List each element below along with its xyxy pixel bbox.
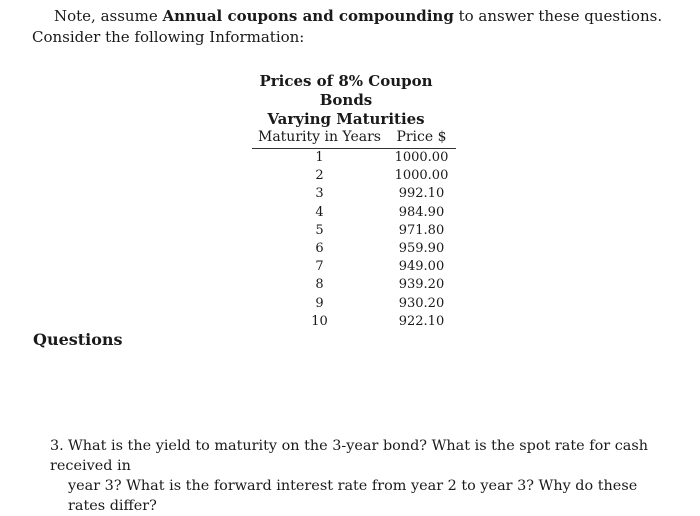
table-row [252,276,456,294]
maturity-cell: 1 [315,150,324,165]
maturity-cell: 7 [315,259,324,275]
price-cell: 1000.00 [394,168,449,184]
table-row [252,185,456,203]
questions-heading: Questions [33,330,123,349]
intro-text-start: Note, assume [54,7,163,25]
bond-prices-table [252,129,456,331]
price-cell: 930.20 [398,295,445,311]
question-3 [50,436,672,516]
table-row [252,295,456,313]
intro-bold-text: Annual coupons and compounding [162,7,454,25]
price-cell: 922.10 [398,313,445,329]
question-number: 3. [50,438,64,454]
table-row [252,149,456,168]
price-cell: 959.90 [398,241,445,257]
question-text-line2: year 3? What is the forward interest rate from year 2 to year 3? Why do these rates differ? [68,478,638,514]
maturity-cell: 4 [315,204,324,220]
table-row [252,167,456,185]
intro-paragraph [32,6,672,48]
maturity-cell: 9 [315,295,324,311]
price-cell: 984.90 [398,204,445,220]
price-cell: 971.80 [398,222,445,238]
table-caption-line1: Prices of 8% Coupon Bonds [259,72,433,109]
bond-prices-table-block [236,72,456,331]
maturity-cell: 8 [315,277,324,293]
table-header-row [252,129,456,149]
table-row [252,313,456,331]
header-maturity: Maturity in Years [252,129,387,149]
intro-text-end: to answer these questions. Consider the following Information: [32,7,663,46]
table-row [252,258,456,276]
maturity-cell: 2 [315,168,324,184]
question-text-line1: What is the yield to maturity on the 3-year bond? What is the spot rate for cash received in [50,438,648,474]
price-cell: 949.00 [398,259,445,275]
table-row [252,240,456,258]
price-cell: 992.10 [398,186,445,202]
maturity-cell: 3 [315,186,324,202]
header-price: Price $ [387,129,456,149]
table-row [252,204,456,222]
price-cell: 1000.00 [394,150,449,165]
maturity-cell: 10 [311,313,328,329]
table-row [252,222,456,240]
table-caption-line2: Varying Maturities [267,110,425,128]
maturity-cell: 6 [315,241,324,257]
price-cell: 939.20 [398,277,445,293]
maturity-cell: 5 [315,222,324,238]
